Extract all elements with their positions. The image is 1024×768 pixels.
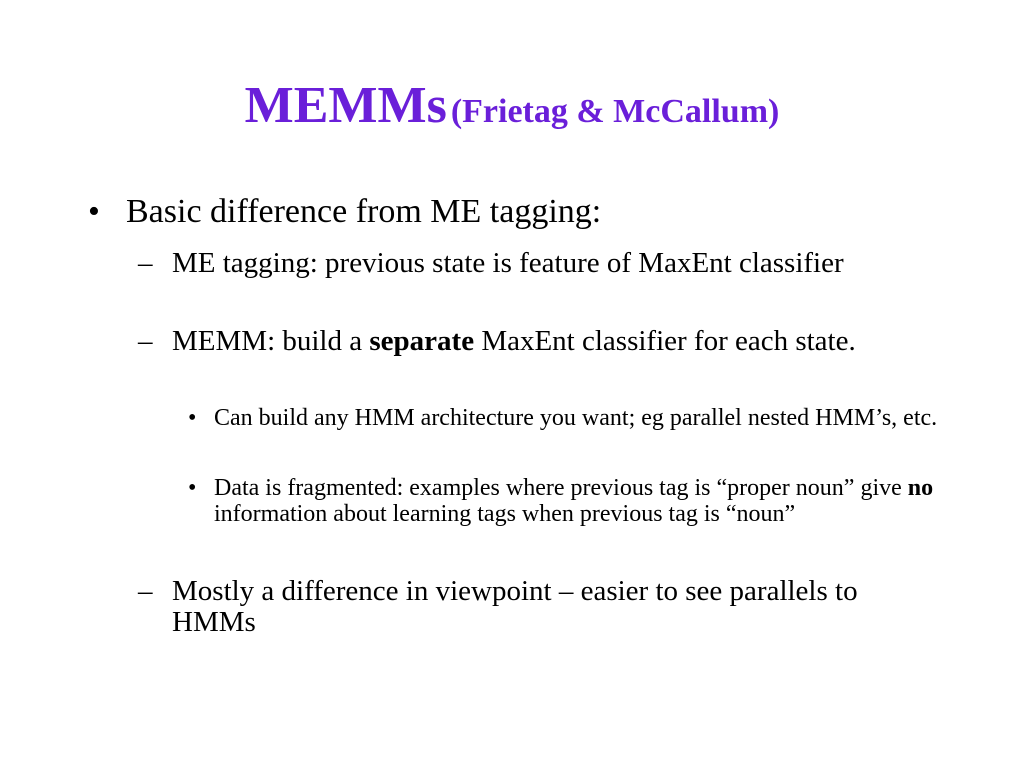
sub-bullet-text-pre: MEMM: build a: [172, 325, 370, 357]
dash-marker: –: [138, 575, 153, 607]
bullet-marker: •: [188, 475, 197, 501]
sub-bullet-text-post: MaxEnt classifier for each state.: [474, 325, 856, 357]
emphasis-no: no: [907, 475, 934, 501]
emphasis-separate: separate: [369, 325, 475, 357]
dash-marker: –: [138, 325, 153, 357]
sub-sub-bullet-text: Can build any HMM architecture you want; eg parallel nested HMM’s, etc.: [214, 405, 938, 431]
dash-marker: –: [138, 247, 153, 279]
sub-bullet-text: ME tagging: previous state is feature of MaxEnt classifier: [172, 247, 844, 279]
bullet-basic-difference: [88, 194, 986, 231]
sub-bullet-text: Mostly a difference in viewpoint – easier to see parallels to HMMs: [172, 575, 858, 639]
sub-bullet-viewpoint: [138, 576, 872, 639]
slide-title-main: MEMMs: [244, 77, 447, 134]
sub-sub-bullet-hmm-architecture: [188, 406, 944, 432]
slide-title: [0, 76, 1024, 135]
sub-sub-bullet-data-fragmented: [188, 476, 934, 528]
slide-title-subtitle: (Frietag & McCallum): [450, 93, 780, 130]
sub-bullet-memm-separate: [138, 326, 912, 357]
bullet-text: Basic difference from ME tagging:: [126, 193, 602, 230]
bullet-marker: •: [188, 405, 197, 431]
bullet-marker: •: [88, 193, 100, 230]
sub-sub-bullet-text-post: information about learning tags when previous tag is “noun”: [214, 500, 796, 527]
sub-bullet-me-tagging: [138, 248, 872, 279]
sub-sub-bullet-text-pre: Data is fragmented: examples where previous tag is “proper noun” give: [214, 475, 908, 501]
